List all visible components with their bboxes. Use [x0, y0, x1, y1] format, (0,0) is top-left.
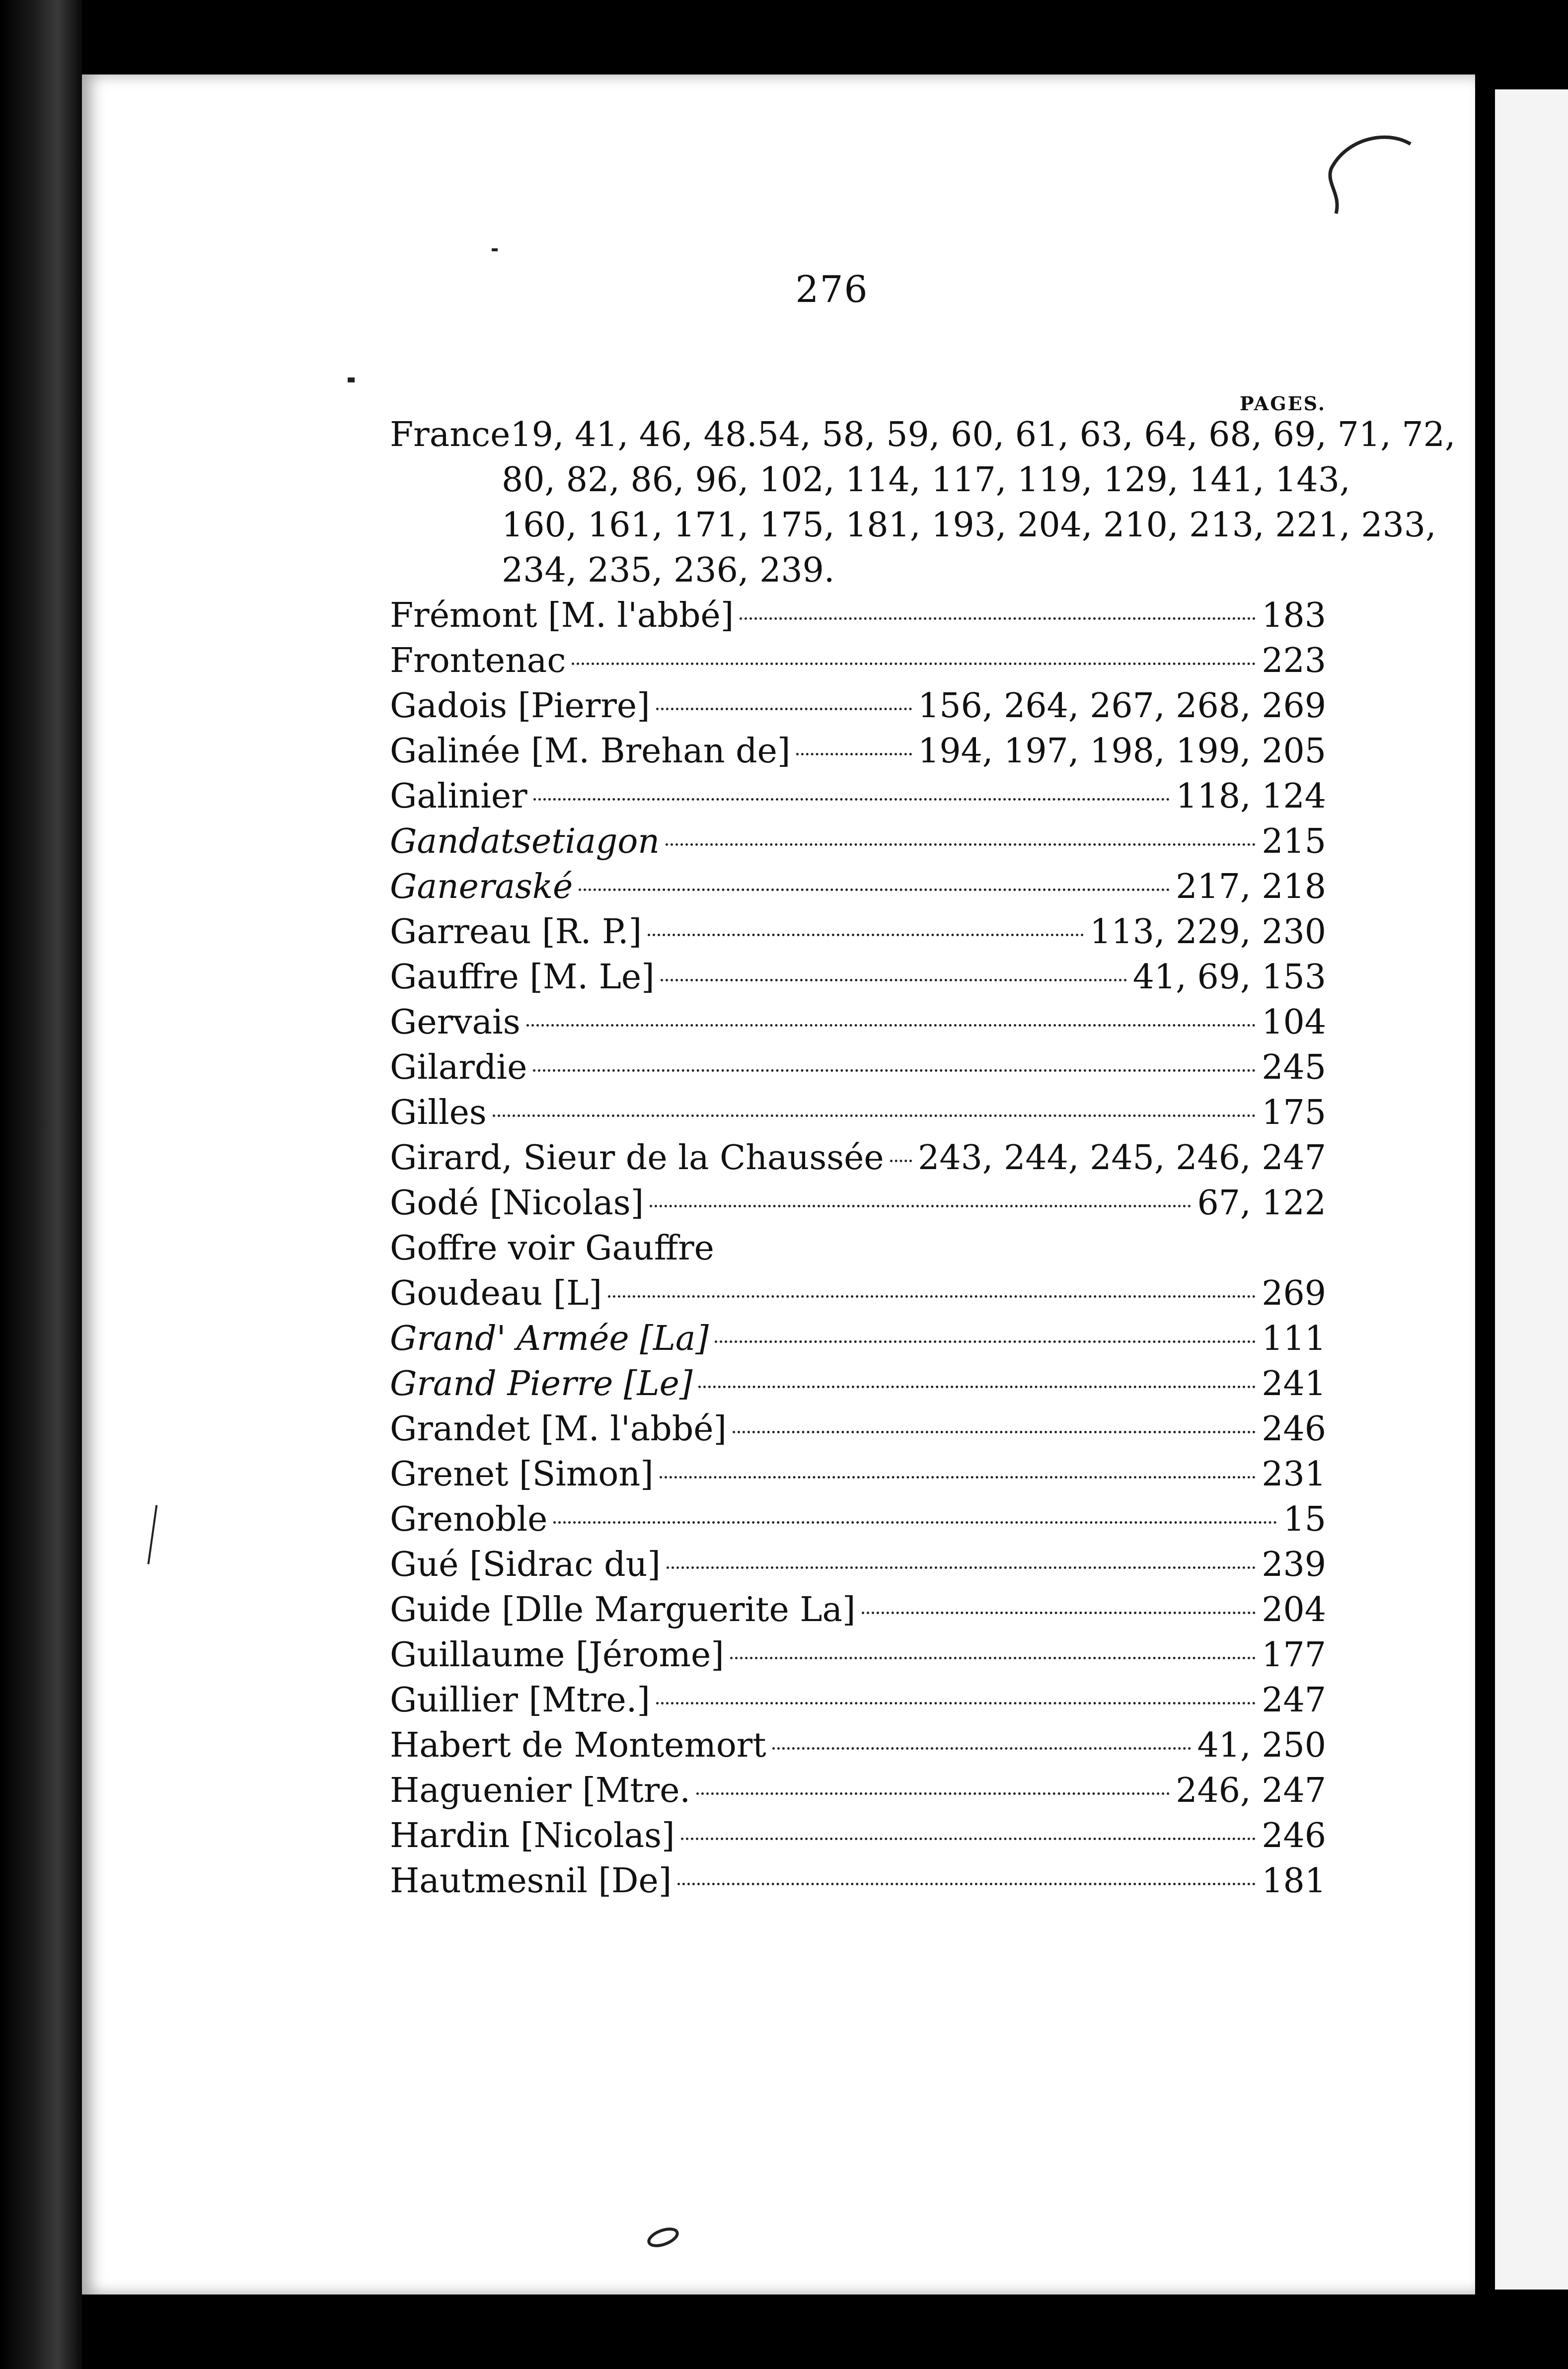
speck [348, 377, 355, 382]
entry-refs: 243, 244, 245, 246, 247 [918, 1138, 1326, 1178]
entry-refs: 246 [1262, 1816, 1326, 1855]
dot-leader [666, 843, 1256, 846]
dot-leader [696, 1792, 1170, 1795]
entry-refs: 246 [1262, 1409, 1326, 1449]
entry-refs: 156, 264, 267, 268, 269 [918, 686, 1326, 726]
entry-refs: 194, 197, 198, 199, 205 [918, 732, 1326, 771]
dot-leader [661, 979, 1127, 981]
entry-name: Gué [Sidrac du] [390, 1545, 661, 1584]
index-entry [390, 1271, 1326, 1316]
index-entry [390, 1542, 1326, 1587]
index-entry [390, 1226, 1326, 1271]
entry-name: Gervais [390, 1003, 521, 1042]
dot-leader [730, 1657, 1256, 1659]
index-entry [390, 1407, 1326, 1452]
dot-leader [677, 1883, 1256, 1885]
index-entry [390, 729, 1326, 774]
entry-name: Hautmesnil [De] [390, 1861, 672, 1901]
facing-page-edge [1495, 89, 1568, 2290]
index-list [390, 412, 1456, 1904]
entry-name: Goudeau [L] [390, 1274, 602, 1313]
entry-name: Galinier [390, 777, 527, 816]
entry-name: Hardin [Nicolas] [390, 1816, 675, 1855]
index-entry [390, 774, 1326, 819]
index-entry [390, 593, 1326, 638]
entry-refs: 175 [1262, 1093, 1326, 1132]
entry-refs: 231 [1262, 1455, 1326, 1494]
index-entry [390, 1316, 1326, 1361]
entry-refs: 15 [1283, 1500, 1326, 1539]
index-entry [390, 955, 1326, 1000]
dot-leader [733, 1431, 1256, 1433]
index-entry [390, 1135, 1326, 1181]
dot-leader [656, 708, 912, 710]
index-entry [390, 638, 1326, 683]
dot-leader [667, 1566, 1256, 1569]
entry-refs: 239 [1262, 1545, 1326, 1584]
index-entry [390, 1858, 1326, 1904]
entry-name: Frémont [M. l'abbé] [390, 596, 734, 635]
index-entry [390, 683, 1326, 729]
dot-leader [656, 1702, 1256, 1704]
entry-name: Goffre voir Gauffre [390, 1229, 714, 1268]
pages-column-label: PAGES. [1239, 392, 1326, 415]
entry-name: Grenet [Simon] [390, 1455, 654, 1494]
index-entry [390, 1678, 1326, 1723]
dot-leader [698, 1386, 1256, 1388]
dot-leader [526, 1024, 1256, 1027]
index-entry [390, 1497, 1326, 1542]
entry-name: Galinée [M. Brehan de] [390, 732, 791, 771]
entry-name: Godé [Nicolas] [390, 1184, 644, 1223]
dot-leader [579, 888, 1170, 891]
entry-refs: 111 [1262, 1319, 1326, 1358]
dot-leader [650, 1205, 1191, 1207]
speck [492, 248, 498, 251]
entry-refs: 41, 69, 153 [1132, 958, 1326, 997]
index-entry [390, 1000, 1326, 1045]
entry-name: Gilles [390, 1093, 487, 1132]
dot-leader [533, 1069, 1256, 1072]
entry-refs: 223 [1262, 641, 1326, 680]
entry-refs: 241 [1262, 1364, 1326, 1404]
index-entry [390, 1813, 1326, 1858]
entry-refs: 247 [1262, 1681, 1326, 1720]
index-entry-france [390, 412, 1456, 457]
entry-name: Guillaume [Jérome] [390, 1635, 724, 1675]
entry-refs: 177 [1262, 1635, 1326, 1675]
entry-refs: 104 [1262, 1003, 1326, 1042]
index-entry [390, 1181, 1326, 1226]
entry-refs: 19, 41, 46, 48.54, 58, 59, 60, 61, 63, 64, 68, 69, 71, 72, [510, 415, 1456, 454]
entry-name: Habert de Montemort [390, 1726, 766, 1765]
index-entry [390, 1587, 1326, 1632]
entry-name: Garreau [R. P.] [390, 912, 642, 952]
dot-leader [890, 1160, 912, 1162]
entry-name: Gandatsetiagon [390, 822, 660, 861]
dot-leader [493, 1114, 1256, 1117]
entry-refs-continuation: 80, 82, 86, 96, 102, 114, 117, 119, 129, 141, 143, [502, 460, 1350, 500]
index-entry [390, 864, 1326, 909]
dot-leader [660, 1476, 1256, 1479]
entry-refs: 67, 122 [1197, 1184, 1326, 1223]
index-entries [390, 593, 1326, 1904]
entry-refs: 41, 250 [1197, 1726, 1326, 1765]
index-entry [390, 1723, 1326, 1768]
index-entry [390, 1090, 1326, 1135]
entry-refs: 217, 218 [1176, 867, 1326, 906]
dot-leader [796, 753, 912, 755]
entry-refs: 113, 229, 230 [1090, 912, 1326, 952]
scan-border-left [0, 0, 82, 2369]
entry-name: Haguenier [Mtre. [390, 1771, 691, 1810]
entry-refs: 118, 124 [1176, 777, 1326, 816]
entry-name: Grenoble [390, 1500, 548, 1539]
dot-leader [533, 798, 1170, 801]
dot-leader [553, 1521, 1277, 1524]
index-entry [390, 1361, 1326, 1407]
dot-leader [772, 1747, 1192, 1750]
dot-leader [648, 934, 1084, 936]
entry-name: Gauffre [M. Le] [390, 958, 655, 997]
entry-name: France [390, 415, 511, 454]
dot-leader [572, 663, 1256, 665]
entry-refs: 269 [1262, 1274, 1326, 1313]
entry-name: Girard, Sieur de la Chaussée [390, 1138, 884, 1178]
entry-name: Grand' Armée [La] [390, 1319, 709, 1358]
entry-name: Grand Pierre [Le] [390, 1364, 693, 1404]
entry-refs-continuation: 234, 235, 236, 239. [502, 551, 835, 590]
entry-name: Gilardie [390, 1048, 527, 1087]
entry-name: Ganeraské [390, 867, 573, 906]
index-entry [390, 1452, 1326, 1497]
dot-leader [740, 617, 1256, 620]
index-entry [390, 909, 1326, 955]
entry-refs: 181 [1262, 1861, 1326, 1901]
index-entry [390, 1632, 1326, 1678]
ink-mark-icon [1311, 129, 1425, 233]
entry-refs: 204 [1262, 1590, 1326, 1629]
index-entry [390, 819, 1326, 864]
ink-smudge-icon [641, 2222, 685, 2252]
entry-refs: 215 [1262, 822, 1326, 861]
dot-leader [681, 1838, 1256, 1840]
index-entry [390, 1768, 1326, 1813]
entry-name: Frontenac [390, 641, 566, 680]
dot-leader [862, 1612, 1256, 1614]
entry-name: Grandet [M. l'abbé] [390, 1409, 727, 1449]
entry-name: Guide [Dlle Marguerite La] [390, 1590, 856, 1629]
entry-refs-continuation: 160, 161, 171, 175, 181, 193, 204, 210, 213, 221, 233, [502, 506, 1436, 545]
entry-name: Guillier [Mtre.] [390, 1681, 650, 1720]
entry-name: Gadois [Pierre] [390, 686, 650, 726]
entry-refs: 183 [1262, 596, 1326, 635]
dot-leader [608, 1295, 1256, 1298]
entry-refs: 246, 247 [1176, 1771, 1326, 1810]
dot-leader [715, 1340, 1256, 1343]
entry-refs: 245 [1262, 1048, 1326, 1087]
index-entry [390, 1045, 1326, 1090]
page-number: 276 [795, 268, 869, 311]
